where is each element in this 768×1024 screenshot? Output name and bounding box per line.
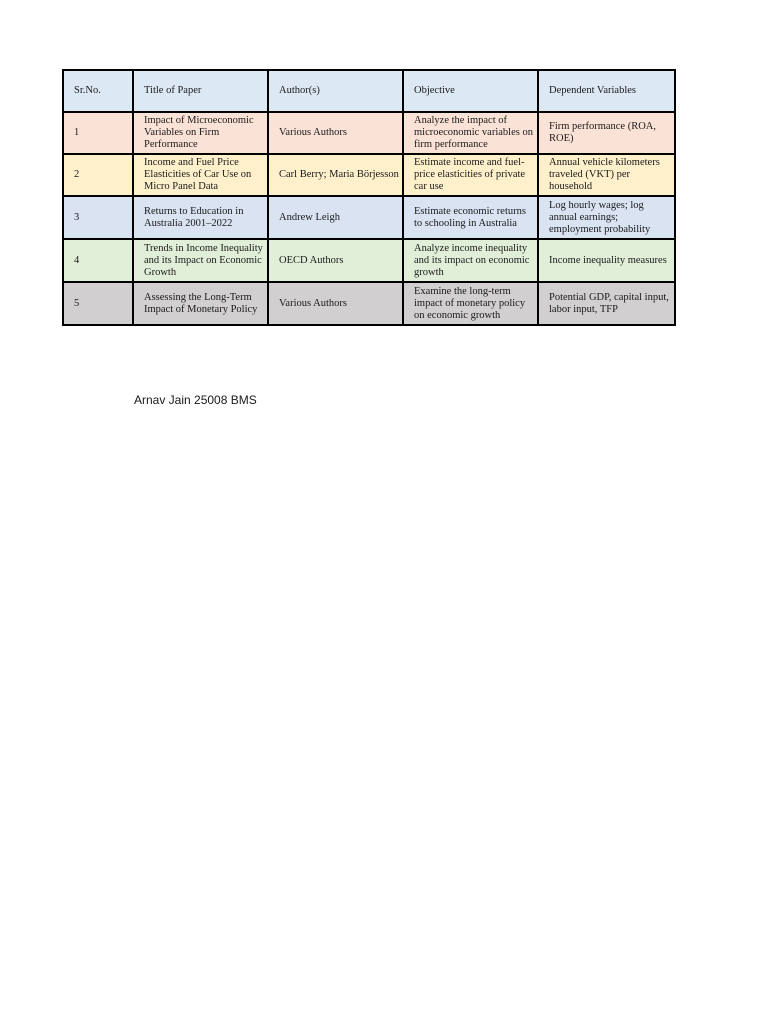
literature-review-table — [62, 69, 676, 326]
cell-title: Impact of Microeconomic Variables on Firm Performance — [133, 112, 268, 154]
cell-authors: Andrew Leigh — [268, 196, 403, 239]
table-row — [63, 154, 675, 196]
cell-authors: Various Authors — [268, 282, 403, 325]
table-row — [63, 112, 675, 154]
cell-title: Assessing the Long-Term Impact of Monetary Policy — [133, 282, 268, 325]
cell-objective: Examine the long-term impact of monetary policy on economic growth — [403, 282, 538, 325]
cell-title: Income and Fuel Price Elasticities of Car Use on Micro Panel Data — [133, 154, 268, 196]
header-objective: Objective — [403, 70, 538, 112]
cell-objective: Analyze the impact of microeconomic variables on firm performance — [403, 112, 538, 154]
cell-srno: 1 — [63, 112, 133, 154]
cell-dependent-variables: Annual vehicle kilometers traveled (VKT) per household — [538, 154, 675, 196]
table-header-row — [63, 70, 675, 112]
author-note: Arnav Jain 25008 BMS — [134, 393, 257, 407]
cell-objective: Estimate economic returns to schooling in Australia — [403, 196, 538, 239]
cell-authors: Carl Berry; Maria Börjesson — [268, 154, 403, 196]
cell-dependent-variables: Firm performance (ROA, ROE) — [538, 112, 675, 154]
cell-srno: 4 — [63, 239, 133, 282]
header-srno: Sr.No. — [63, 70, 133, 112]
cell-srno: 2 — [63, 154, 133, 196]
cell-objective: Analyze income inequality and its impact on economic growth — [403, 239, 538, 282]
header-authors: Author(s) — [268, 70, 403, 112]
table-row — [63, 282, 675, 325]
header-title: Title of Paper — [133, 70, 268, 112]
table-row — [63, 239, 675, 282]
cell-objective: Estimate income and fuel-price elasticities of private car use — [403, 154, 538, 196]
cell-authors: Various Authors — [268, 112, 403, 154]
cell-dependent-variables: Log hourly wages; log annual earnings; employment probability — [538, 196, 675, 239]
header-dependent-variables: Dependent Variables — [538, 70, 675, 112]
cell-srno: 5 — [63, 282, 133, 325]
cell-dependent-variables: Income inequality measures — [538, 239, 675, 282]
cell-title: Returns to Education in Australia 2001–2022 — [133, 196, 268, 239]
cell-dependent-variables: Potential GDP, capital input, labor input, TFP — [538, 282, 675, 325]
table-row — [63, 196, 675, 239]
cell-srno: 3 — [63, 196, 133, 239]
cell-title: Trends in Income Inequality and its Impact on Economic Growth — [133, 239, 268, 282]
cell-authors: OECD Authors — [268, 239, 403, 282]
